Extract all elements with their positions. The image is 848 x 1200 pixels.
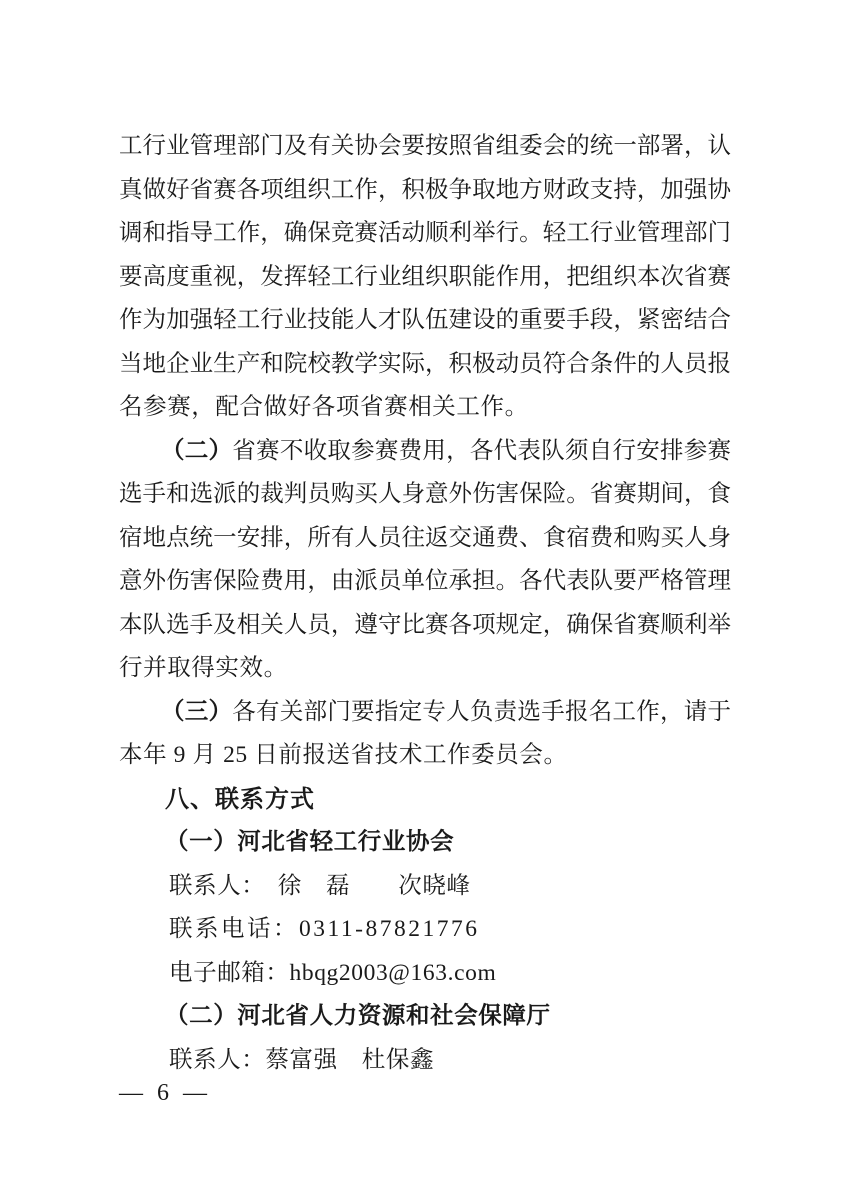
contact-email: 电子邮箱：hbqg2003@163.com [169, 959, 497, 986]
body-line: 意外伤害保险费用，由派员单位承担。各代表队要严格管理 [119, 568, 731, 594]
body-line: 真做好省赛各项组织工作，积极争取地方财政支持，加强协 [119, 176, 731, 203]
body-line [119, 430, 731, 474]
contact-person: 联系人： 徐 磊 次晓峰 [169, 872, 471, 899]
document-body [119, 125, 731, 1082]
org-title: （一）河北省轻工行业协会 [165, 829, 455, 855]
paragraph-text: 省赛不收取参赛费用，各代表队须自行安排参赛 [232, 437, 732, 464]
body-line: 名参赛，配合做好各项省赛相关工作。 [119, 394, 529, 420]
contact-phone: 联系电话：0311-87821776 [169, 916, 480, 942]
body-line: 调和指导工作，确保竞赛活动顺利举行。轻工行业管理部门 [119, 220, 731, 246]
body-line: 本队选手及相关人员，遵守比赛各项规定，确保省赛顺利举 [119, 611, 731, 638]
body-line: 本年 9 月 25 日前报送省技术工作委员会。 [119, 742, 568, 768]
body-line: 行并取得实效。 [119, 655, 288, 681]
body-line: 作为加强轻工行业技能人才队伍建设的重要手段，紧密结合 [119, 307, 731, 333]
paragraph-text: 各有关部门要指定专人负责选手报名工作，请于 [232, 698, 732, 725]
org-title: （二）河北省人力资源和社会保障厅 [165, 1003, 551, 1029]
section-heading: 八、联系方式 [165, 785, 315, 813]
paragraph-label: （三） [161, 698, 233, 725]
body-line: 选手和选派的裁判员购买人身意外伤害保险。省赛期间，食 [119, 481, 731, 507]
body-line: 工行业管理部门及有关协会要按照省组委会的统一部署，认 [119, 133, 731, 159]
contact-person: 联系人：蔡富强 杜保鑫 [169, 1046, 435, 1073]
body-line [119, 691, 731, 735]
body-line: 当地企业生产和院校教学实际，积极动员符合条件的人员报 [119, 350, 731, 377]
body-line: 要高度重视，发挥轻工行业组织职能作用，把组织本次省赛 [119, 263, 731, 290]
paragraph-label: （二） [161, 437, 233, 464]
body-line: 宿地点统一安排，所有人员往返交通费、食宿费和购买人身 [119, 524, 731, 551]
page-number: — 6 — [119, 1080, 211, 1106]
